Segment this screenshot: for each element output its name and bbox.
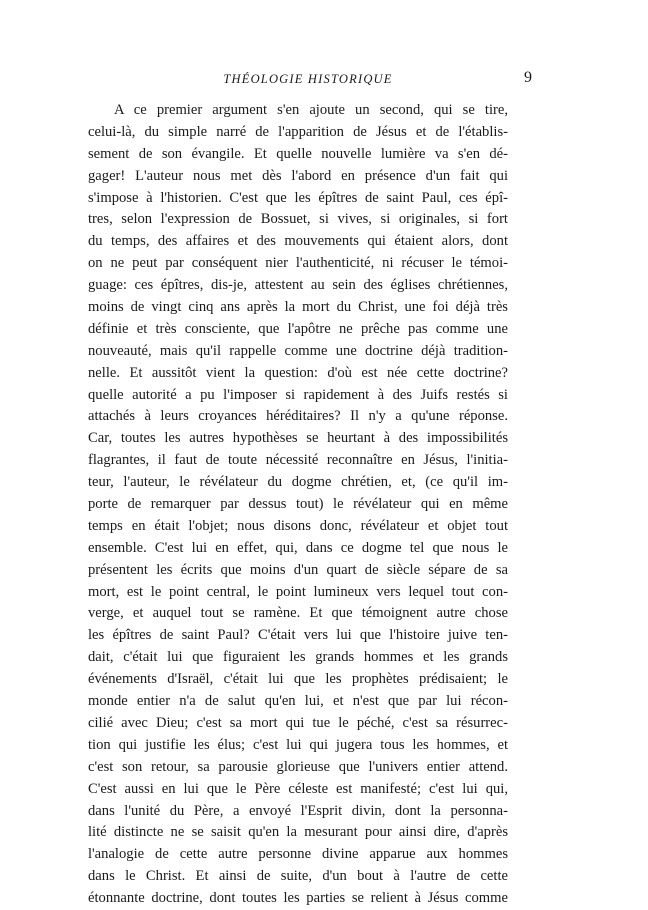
text-line: cilié avec Dieu; c'est sa mort qui tue le péché, c'est sa résurrec- — [88, 714, 508, 731]
text-line: nouveauté, mais qu'il rappelle comme une doctrine déjà tradition- — [88, 342, 508, 359]
text-line: teur, l'auteur, le révélateur du dogme chrétien, et, (ce qu'il im- — [88, 474, 508, 491]
text-line: porte de remarquer par dessus tout) le révélateur qui en même — [88, 496, 508, 513]
text-line: monde entier n'a de salut qu'en lui, et n'est que par lui récon- — [88, 693, 508, 710]
text-line: étonnante doctrine, dont toutes les parties se relient à Jésus comme — [88, 890, 508, 907]
text-line: flagrantes, il faut de toute nécessité reconnaître en Jésus, l'initia- — [88, 452, 508, 469]
text-line: l'analogie de cette autre personne divine apparue aux hommes — [88, 846, 508, 863]
text-line: dait, c'était lui que figuraient les grands hommes et les grands — [88, 649, 508, 666]
text-line: dans l'unité du Père, a envoyé l'Esprit divin, dont la personna- — [88, 802, 508, 819]
page-number: 9 — [524, 69, 532, 86]
text-line: moins de vingt cinq ans après la mort du Christ, une foi déjà très — [88, 299, 508, 316]
text-line: C'est aussi en lui que le Père céleste est manifesté; c'est lui qui, — [88, 780, 508, 797]
text-line: guage: ces épîtres, dis-je, attestent au sein des églises chrétiennes, — [88, 277, 508, 294]
text-line: sement de son évangile. Et quelle nouvelle lumière va s'en dé- — [88, 145, 508, 162]
text-line: verge, et auquel tout se ramène. Et que témoignent autre chose — [88, 605, 508, 622]
text-line: les épîtres de saint Paul? C'était vers lui que l'histoire juive ten- — [88, 627, 508, 644]
text-line: on ne peut par conséquent nier l'authenticité, ni récuser le témoi- — [88, 255, 508, 272]
text-line: tion qui justifie les élus; c'est lui qui jugera tous les hommes, et — [88, 736, 508, 753]
text-line: s'impose à l'historien. C'est que les épîtres de saint Paul, ces épî- — [88, 189, 508, 206]
text-line: nelle. Et aussitôt vient la question: d'où est née cette doctrine? — [88, 364, 508, 381]
text-line: quelle autorité a pu l'imposer si rapidement à des Juifs restés si — [88, 386, 508, 403]
text-line: dans le Christ. Et ainsi de suite, d'un bout à l'autre de cette — [88, 868, 508, 885]
text-line: mort, est le point central, le point lumineux vers lequel tout con- — [88, 583, 508, 600]
text-line: ensemble. C'est lui en effet, qui, dans ce dogme tel que nous le — [88, 539, 508, 556]
text-line: gager! L'auteur nous met dès l'abord en présence d'un fait qui — [88, 167, 508, 184]
text-line: événements d'Israël, c'était lui que les prophètes prédisaient; le — [88, 671, 508, 688]
text-line: Car, toutes les autres hypothèses se heurtant à des impossibilités — [88, 430, 508, 447]
text-line: présentent les écrits que moins d'un quart de siècle sépare de sa — [88, 561, 508, 578]
text-line: lité distincte ne se saisit qu'en la mesurant pour ainsi dire, d'après — [88, 824, 508, 841]
text-line: temps en était l'objet; nous disons donc, révélateur et objet tout — [88, 517, 508, 534]
text-line: attachés à leurs croyances héréditaires? Il n'y a qu'une réponse. — [88, 408, 508, 425]
running-title: THÉOLOGIE HISTORIQUE — [223, 72, 393, 86]
text-line: définie et très consciente, que l'apôtre ne prêche pas comme une — [88, 320, 508, 337]
text-line: A ce premier argument s'en ajoute un second, qui se tire, — [114, 102, 508, 118]
text-line: tres, selon l'expression de Bossuet, si vives, si originales, si fort — [88, 211, 508, 228]
running-head — [88, 69, 532, 92]
text-line: celui-là, du simple narré de l'apparition de Jésus et de l'établis- — [88, 123, 508, 140]
text-line: c'est son retour, sa parousie glorieuse que l'univers entier attend. — [88, 758, 508, 775]
text-line: du temps, des affaires et des mouvements qui étaient alors, dont — [88, 233, 508, 250]
body-text — [88, 100, 508, 910]
